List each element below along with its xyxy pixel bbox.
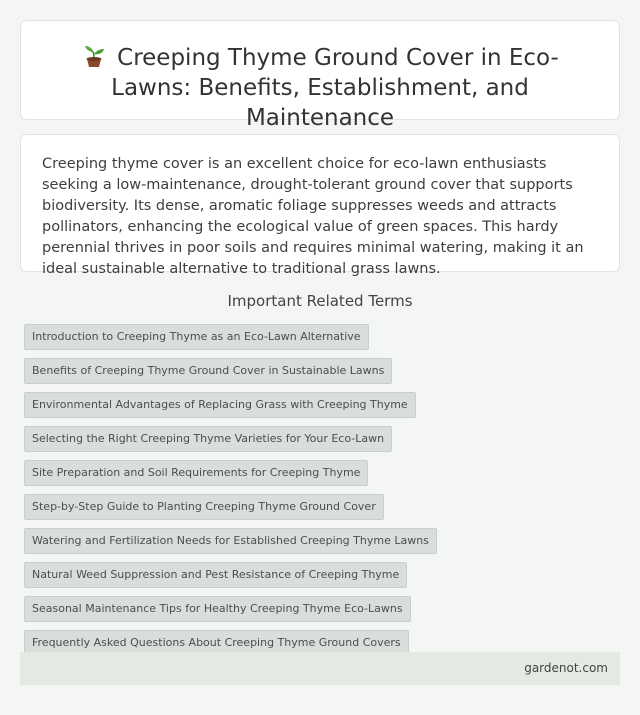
title-card	[20, 20, 620, 131]
related-term-link[interactable]: Environmental Advantages of Replacing Grass with Creeping Thyme	[24, 392, 416, 418]
related-term-link[interactable]: Watering and Fertilization Needs for Established Creeping Thyme Lawns	[24, 528, 437, 554]
footer-site: gardenot.com	[524, 661, 608, 675]
related-term-link[interactable]: Step-by-Step Guide to Planting Creeping Thyme Ground Cover	[24, 494, 384, 520]
related-term-link[interactable]: Seasonal Maintenance Tips for Healthy Creeping Thyme Eco-Lawns	[24, 596, 411, 622]
related-term-link[interactable]: Natural Weed Suppression and Pest Resistance of Creeping Thyme	[24, 562, 407, 588]
page-title: Creeping Thyme Ground Cover in Eco-Lawns: Benefits, Establishment, and Maintenance	[111, 45, 559, 131]
intro-paragraph: Creeping thyme cover is an excellent choice for eco-lawn enthusiasts seeking a low-maintenance, drought-tolerant ground cover that supports biodiversity. Its dense, aromatic foliage suppresses weeds and attracts pollinators, enhancing the ecological value of green spaces. This hardy perennial thrives in poor soils and requires minimal watering, making it an ideal sustainable alternative to traditional grass lawns.	[42, 156, 584, 277]
related-term-link[interactable]: Benefits of Creeping Thyme Ground Cover in Sustainable Lawns	[24, 358, 392, 384]
related-terms-heading: Important Related Terms	[227, 292, 413, 310]
related-term-link[interactable]: Frequently Asked Questions About Creeping Thyme Ground Covers	[24, 630, 409, 656]
related-term-link[interactable]: Introduction to Creeping Thyme as an Eco-Lawn Alternative	[24, 324, 369, 350]
related-terms-list	[24, 324, 604, 664]
sprout-icon	[81, 43, 107, 69]
footer	[20, 652, 620, 685]
page-title-wrap	[21, 43, 619, 133]
intro-card	[20, 134, 620, 277]
related-term-link[interactable]: Site Preparation and Soil Requirements for Creeping Thyme	[24, 460, 368, 486]
related-term-link[interactable]: Selecting the Right Creeping Thyme Varieties for Your Eco-Lawn	[24, 426, 392, 452]
